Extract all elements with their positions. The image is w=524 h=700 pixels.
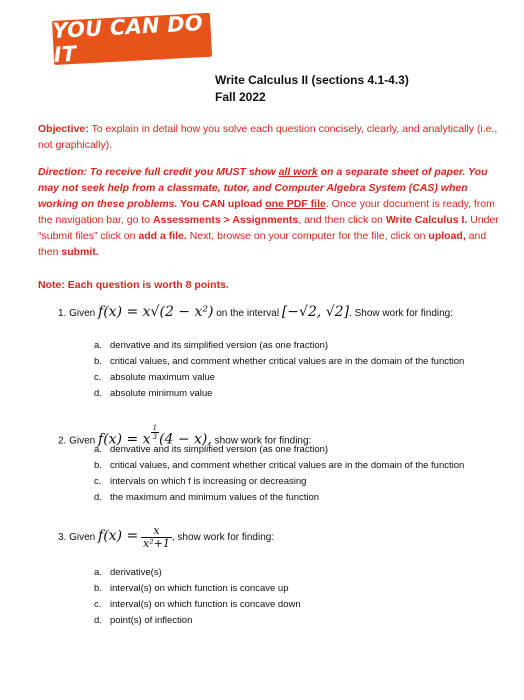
banner-text: YOU CAN DO IT — [51, 11, 204, 67]
item-letter: b. — [94, 583, 102, 594]
list-item — [94, 581, 514, 597]
nav-write-calculus: Write Calculus I. — [385, 214, 468, 226]
item-letter: c. — [94, 476, 102, 487]
list-item — [94, 338, 514, 354]
item-letter: d. — [94, 388, 102, 399]
question-number: 3. — [58, 532, 67, 544]
item-text: absolute minimum value — [110, 388, 213, 399]
item-letter: d. — [94, 492, 102, 503]
item-text: critical values, and comment whether critical values are in the domain of the function — [110, 460, 465, 471]
question-1 — [58, 305, 518, 321]
objective-label: Objective: — [38, 123, 89, 135]
question-interval-text: on the interval — [216, 308, 280, 319]
item-text: interval(s) on which function is concave up — [110, 583, 289, 594]
question-3-items — [94, 565, 514, 629]
question-suffix: . Show work for finding: — [349, 308, 453, 319]
direction-text-7: Under “submit files” click on — [38, 214, 499, 242]
question-function-tail: (4 − x), — [159, 431, 212, 448]
item-text: intervals on which f is increasing or decreasing — [110, 476, 307, 487]
direction-label: Direction: — [38, 166, 88, 178]
item-letter: a. — [94, 444, 102, 455]
direction-one-pdf: one PDF file — [265, 198, 326, 210]
question-given: Given — [69, 435, 96, 447]
item-text: point(s) of inflection — [110, 615, 193, 626]
item-letter: b. — [94, 356, 102, 367]
nav-add-file: add a file. — [138, 230, 187, 242]
question-number: 2. — [58, 435, 67, 447]
list-item — [94, 370, 514, 386]
item-text: the maximum and minimum values of the function — [110, 492, 320, 503]
you-can-do-it-banner — [52, 13, 212, 65]
question-2-items — [94, 442, 514, 506]
exponent-denominator: 3 — [152, 433, 158, 441]
item-letter: c. — [94, 372, 102, 383]
item-text: derivative and its simplified version (as one fraction) — [110, 444, 329, 455]
direction-text-5: > — [220, 214, 233, 226]
question-function: f(x) = x — [98, 431, 151, 448]
objective-text: To explain in detail how you solve each question concisely, clearly, and analytically (i.e., not graphically). — [38, 123, 498, 151]
question-function: f(x) = — [98, 528, 139, 545]
item-text: interval(s) on which function is concave down — [110, 599, 301, 610]
question-1-items — [94, 338, 514, 402]
question-interval: [−√2, √2] — [281, 304, 350, 320]
exponent-fraction — [151, 424, 159, 441]
question-given: Given — [69, 532, 96, 544]
item-letter: a. — [94, 567, 102, 578]
direction-text-3: You CAN upload — [177, 198, 266, 210]
list-item — [94, 597, 514, 613]
list-item — [94, 386, 514, 402]
direction-text-2: on a separate sheet of paper. You may not seek help from a classmate, tutor, and Computer Algebra System (CAS) when working on these problems. — [38, 166, 488, 210]
question-number: 1. — [58, 308, 67, 319]
list-item — [94, 490, 514, 506]
direction-text-6: , and then click on — [298, 214, 386, 226]
question-function: f(x) = x√(2 − x²) — [98, 304, 214, 320]
title-line-1: Write Calculus II (sections 4.1-4.3) — [215, 73, 409, 87]
title-line-2: Fall 2022 — [215, 90, 266, 104]
list-item — [94, 613, 514, 629]
question-suffix: , show work for finding: — [171, 532, 275, 544]
assignment-title — [215, 72, 409, 106]
item-letter: c. — [94, 599, 102, 610]
direction-text-4: . Once your document is ready, from the navigation bar, go to — [38, 198, 495, 226]
item-letter: b. — [94, 460, 102, 471]
list-item — [94, 474, 514, 490]
list-item — [94, 442, 514, 458]
direction-paragraph — [38, 164, 508, 260]
item-text: derivative and its simplified version (as one fraction) — [110, 340, 329, 351]
nav-submit: submit. — [61, 246, 99, 258]
direction-all-work: all work — [278, 166, 318, 178]
note-line: Note: Each question is worth 8 points. — [38, 279, 229, 291]
item-text: absolute maximum value — [110, 372, 216, 383]
item-letter: a. — [94, 340, 102, 351]
nav-assessments: Assessments — [153, 214, 221, 226]
function-fraction — [141, 525, 172, 550]
question-suffix: show work for finding: — [214, 435, 312, 447]
direction-text-1: To receive full credit you MUST show — [87, 166, 279, 178]
exponent-numerator: 1 — [152, 424, 158, 432]
list-item — [94, 354, 514, 370]
direction-text-8: Next, browse on your computer for the file, click on — [186, 230, 429, 242]
list-item — [94, 565, 514, 581]
direction-text-9: and then — [38, 230, 487, 258]
objective-paragraph — [38, 121, 508, 153]
question-given: Given — [69, 308, 96, 319]
question-3 — [58, 525, 518, 550]
nav-assignments: Assignments — [232, 214, 299, 226]
fraction-numerator: x — [141, 525, 172, 538]
item-letter: d. — [94, 615, 102, 626]
fraction-denominator: x²+1 — [143, 537, 170, 550]
item-text: critical values, and comment whether critical values are in the domain of the function — [110, 356, 465, 367]
nav-upload: upload, — [428, 230, 466, 242]
item-text: derivative(s) — [110, 567, 162, 578]
list-item — [94, 458, 514, 474]
